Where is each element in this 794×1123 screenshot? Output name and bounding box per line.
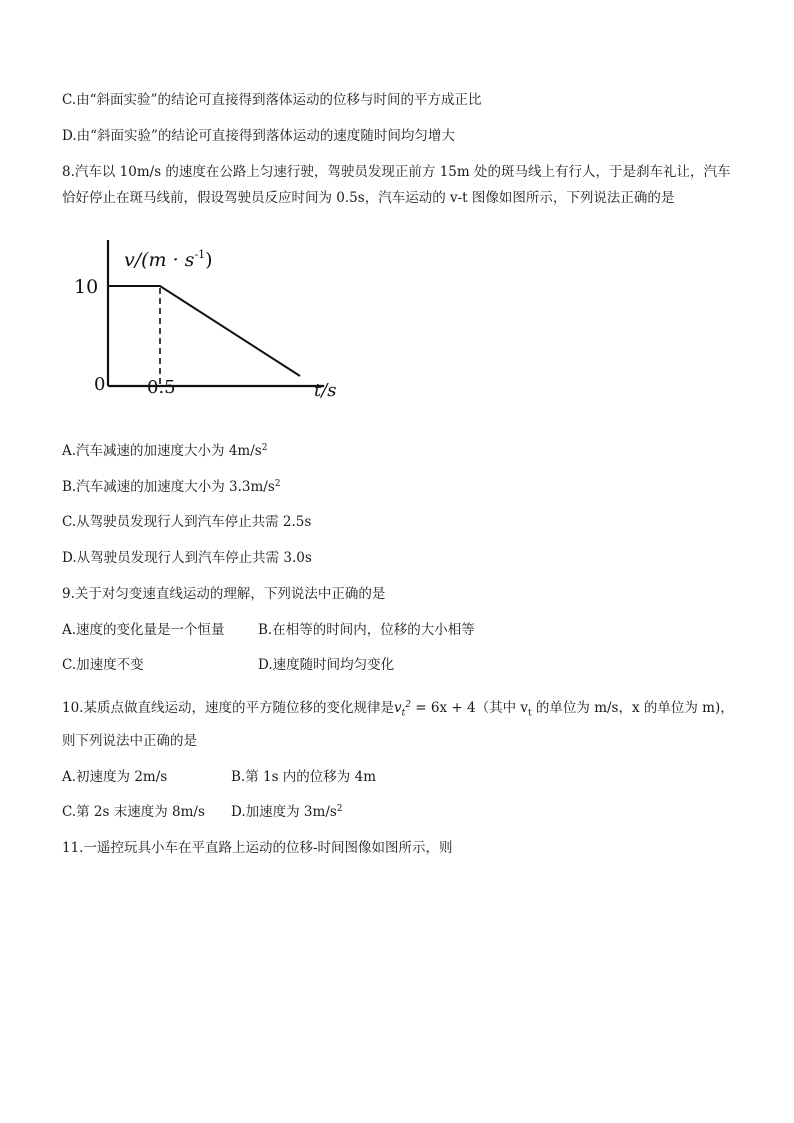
velocity-curve (108, 286, 300, 376)
q10-equation: $v_t^2 = 6x + 4$ (393, 700, 476, 719)
option-d-prev: D.由“斜面实验”的结论可直接得到落体运动的速度随时间均匀增大 (62, 128, 455, 144)
q9-option-d: D.速度随时间均匀变化 (258, 657, 395, 673)
q9-option-b: B.在相等的时间内，位移的大小相等 (258, 622, 475, 638)
q9-option-a: A.速度的变化量是一个恒量 (62, 622, 225, 638)
option-c-prev: C.由“斜面实验”的结论可直接得到落体运动的位移与时间的平方成正比 (62, 92, 482, 108)
q10-stem-line2: 则下列说法中正确的是 (62, 733, 197, 749)
q9-stem: 9.关于对匀变速直线运动的理解，下列说法中正确的是 (62, 586, 386, 602)
vt-graph-figure (62, 228, 367, 423)
origin-label: 0 (94, 374, 106, 395)
q8-option-c: C.从驾驶员发现行人到汽车停止共需 2.5s (62, 514, 312, 530)
q10-option-d: D.加速度为 $3m/s^2$ (231, 804, 343, 820)
q8-stem-line1: 8.汽车以 10m/s 的速度在公路上匀速行驶，驾驶员发现正前方 15m 处的斑马线上有行人，于是刹车礼让，汽车 (62, 164, 731, 180)
v-tick-10: 10 (74, 276, 99, 298)
q10-option-c: C.第 2s 末速度为 8m/s (62, 804, 205, 820)
t-tick-0-5: 0.5 (147, 377, 176, 398)
q10-option-a: A.初速度为 2m/s (62, 769, 168, 785)
q8-stem-line2: 恰好停止在斑马线前，假设驾驶员反应时间为 0.5s，汽车运动的 v-t 图像如图所示，下列说法正确的是 (62, 190, 675, 206)
vt-graph (62, 228, 367, 423)
q8-option-b: B.汽车减速的加速度大小为 $3.3m/s^2$ (62, 479, 281, 495)
q8-option-d: D.从驾驶员发现行人到汽车停止共需 3.0s (62, 550, 312, 566)
q10-stem-line1: 10.某质点做直线运动，速度的平方随位移的变化规律是$v_t^2 = 6x + 4$（其中 $v_t$ 的单位为 m/s，x 的单位为 m)， (62, 700, 734, 719)
q9-option-c: C.加速度不变 (62, 657, 144, 673)
q11-stem: 11.一遥控玩具小车在平直路上运动的位移-时间图像如图所示，则 (62, 840, 453, 856)
t-axis-label: t/s (314, 380, 337, 401)
v-axis-label: $v/(m \cdot s^{-1})$ (124, 248, 213, 271)
q8-option-a: A.汽车减速的加速度大小为 $4m/s^2$ (62, 443, 268, 459)
q10-option-b: B.第 1s 内的位移为 4m (231, 769, 376, 785)
